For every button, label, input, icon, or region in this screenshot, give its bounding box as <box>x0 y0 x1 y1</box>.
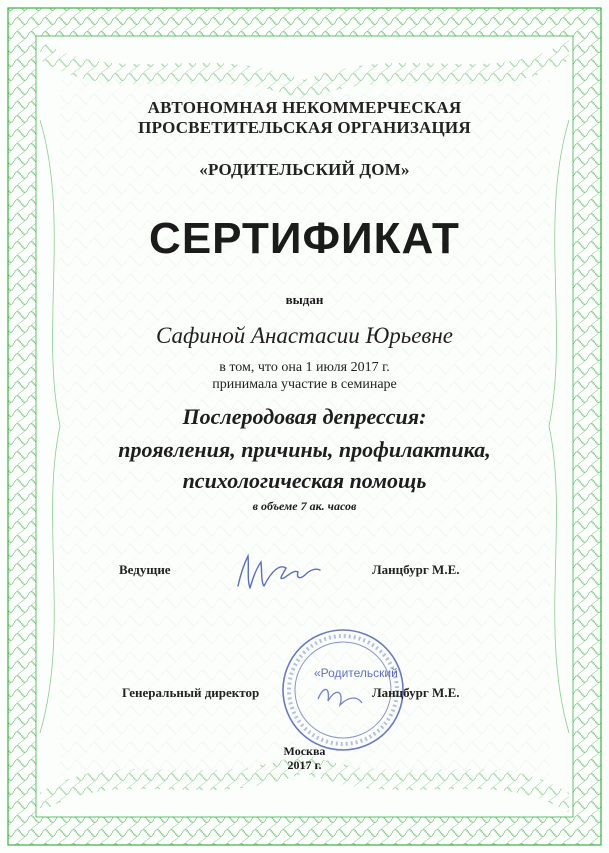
certificate-title: СЕРТИФИКАТ <box>149 214 460 263</box>
lead-name: Ланцбург М.Е. <box>372 562 460 577</box>
org-name-line3: «РОДИТЕЛЬСКИЙ ДОМ» <box>199 160 410 179</box>
org-name-line1: АВТОНОМНАЯ НЕКОММЕРЧЕСКАЯ <box>147 98 462 117</box>
seminar-topic-line2: проявления, причины, профилактика, <box>118 437 491 462</box>
hours-volume: в объеме 7 ак. часов <box>252 499 357 513</box>
statement-line1: в том, что она 1 июля 2017 г. <box>219 360 390 375</box>
director-label: Генеральный директор <box>122 685 260 700</box>
lead-label: Ведущие <box>119 562 171 577</box>
issued-label: выдан <box>285 292 324 307</box>
handwritten-signature <box>228 548 328 598</box>
city: Москва <box>283 744 326 758</box>
director-name: Ланцбург М.Е. <box>372 685 460 700</box>
year: 2017 г. <box>287 758 322 772</box>
seminar-topic-line3: психологическая помощь <box>182 468 427 493</box>
stamp-text: «Родительский <box>314 666 398 680</box>
statement-line2: принимала участие в семинаре <box>212 377 397 392</box>
recipient-name: Сафиной Анастасии Юрьевне <box>155 323 454 348</box>
org-name-line2: ПРОСВЕТИТЕЛЬСКАЯ ОРГАНИЗАЦИЯ <box>138 118 471 137</box>
seminar-topic-line1: Послеродовая депрессия: <box>182 404 427 429</box>
